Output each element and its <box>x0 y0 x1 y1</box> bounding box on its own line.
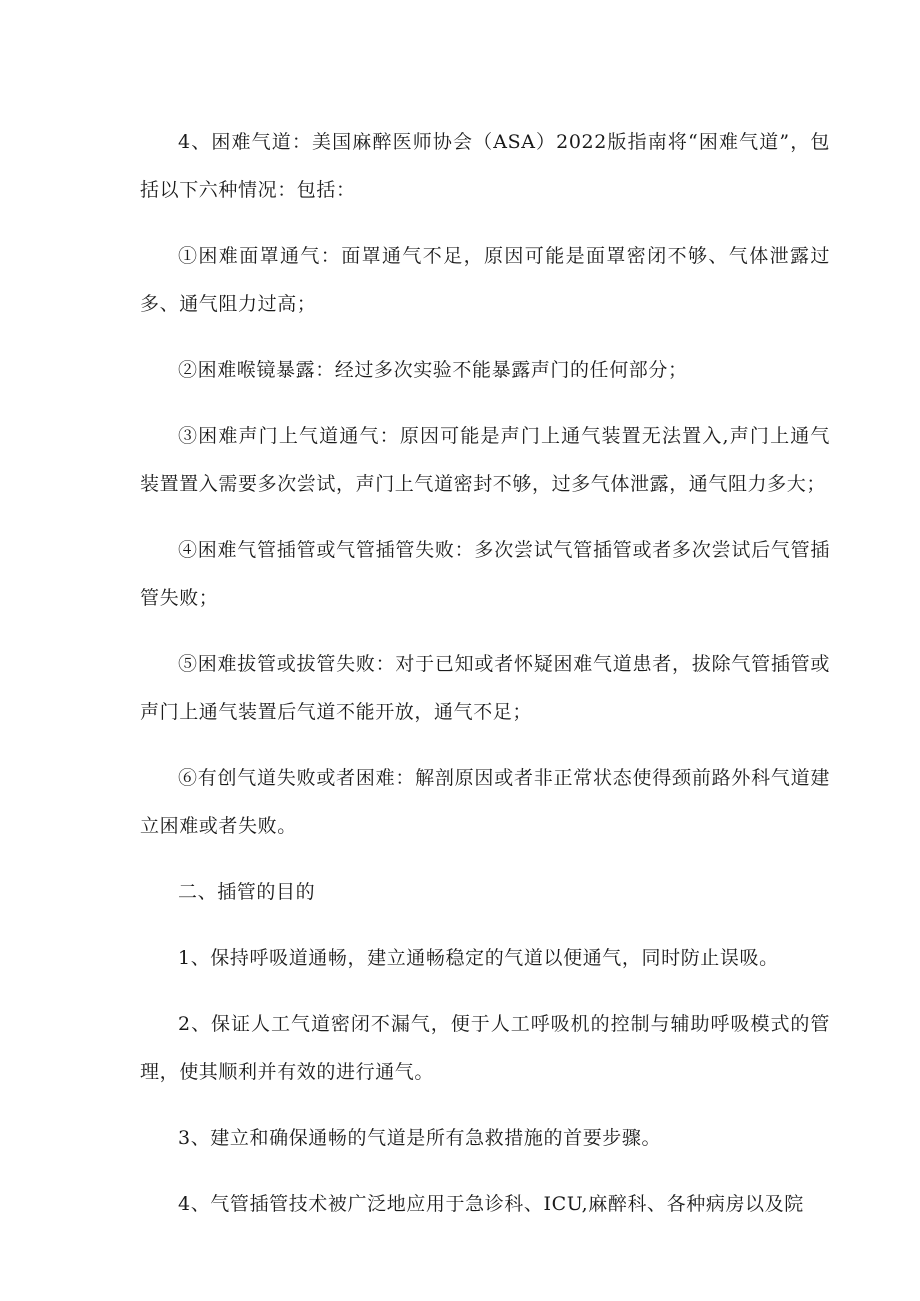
paragraph-purpose-4: 4、气管插管技术被广泛地应用于急诊科、ICU,麻醉科、各种病房以及院 <box>178 1193 804 1215</box>
paragraph-purpose-1: 1、保持呼吸道通畅，建立通畅稳定的气道以便通气，同时防止误吸。 <box>178 947 779 969</box>
document-body <box>140 118 830 1228</box>
paragraph-difficult-supraglottic-airway: ③困难声门上气道通气：原因可能是声门上通气装置无法置入,声门上通气装置置入需要多次尝试，声门上气道密封不够，过多气体泄露，通气阻力多大； <box>140 425 830 495</box>
paragraph-difficult-laryngoscopy: ②困难喉镜暴露：经过多次实验不能暴露声门的任何部分； <box>178 359 688 381</box>
paragraph-difficult-intubation: ④困难气管插管或气管插管失败：多次尝试气管插管或者多次尝试后气管插管失败； <box>140 539 830 609</box>
section-heading-intubation-purpose: 二、插管的目的 <box>178 881 316 903</box>
paragraph-difficult-mask-ventilation: ①困难面罩通气：面罩通气不足，原因可能是面罩密闭不够、气体泄露过多、通气阻力过高； <box>140 245 830 315</box>
paragraph-difficult-airway-intro: 4、困难气道：美国麻醉医师协会（ASA）2022版指南将“困难气道”，包括以下六种情况：包括： <box>140 131 830 201</box>
paragraph-purpose-2: 2、保证人工气道密闭不漏气，便于人工呼吸机的控制与辅助呼吸模式的管理，使其顺利并有效的进行通气。 <box>140 1013 830 1083</box>
paragraph-purpose-3: 3、建立和确保通畅的气道是所有急救措施的首要步骤。 <box>178 1127 662 1149</box>
paragraph-difficult-extubation: ⑤困难拔管或拔管失败：对于已知或者怀疑困难气道患者，拔除气管插管或声门上通气装置后气道不能开放，通气不足； <box>140 653 830 723</box>
paragraph-invasive-airway: ⑥有创气道失败或者困难：解剖原因或者非正常状态使得颈前路外科气道建立困难或者失败。 <box>140 767 830 837</box>
